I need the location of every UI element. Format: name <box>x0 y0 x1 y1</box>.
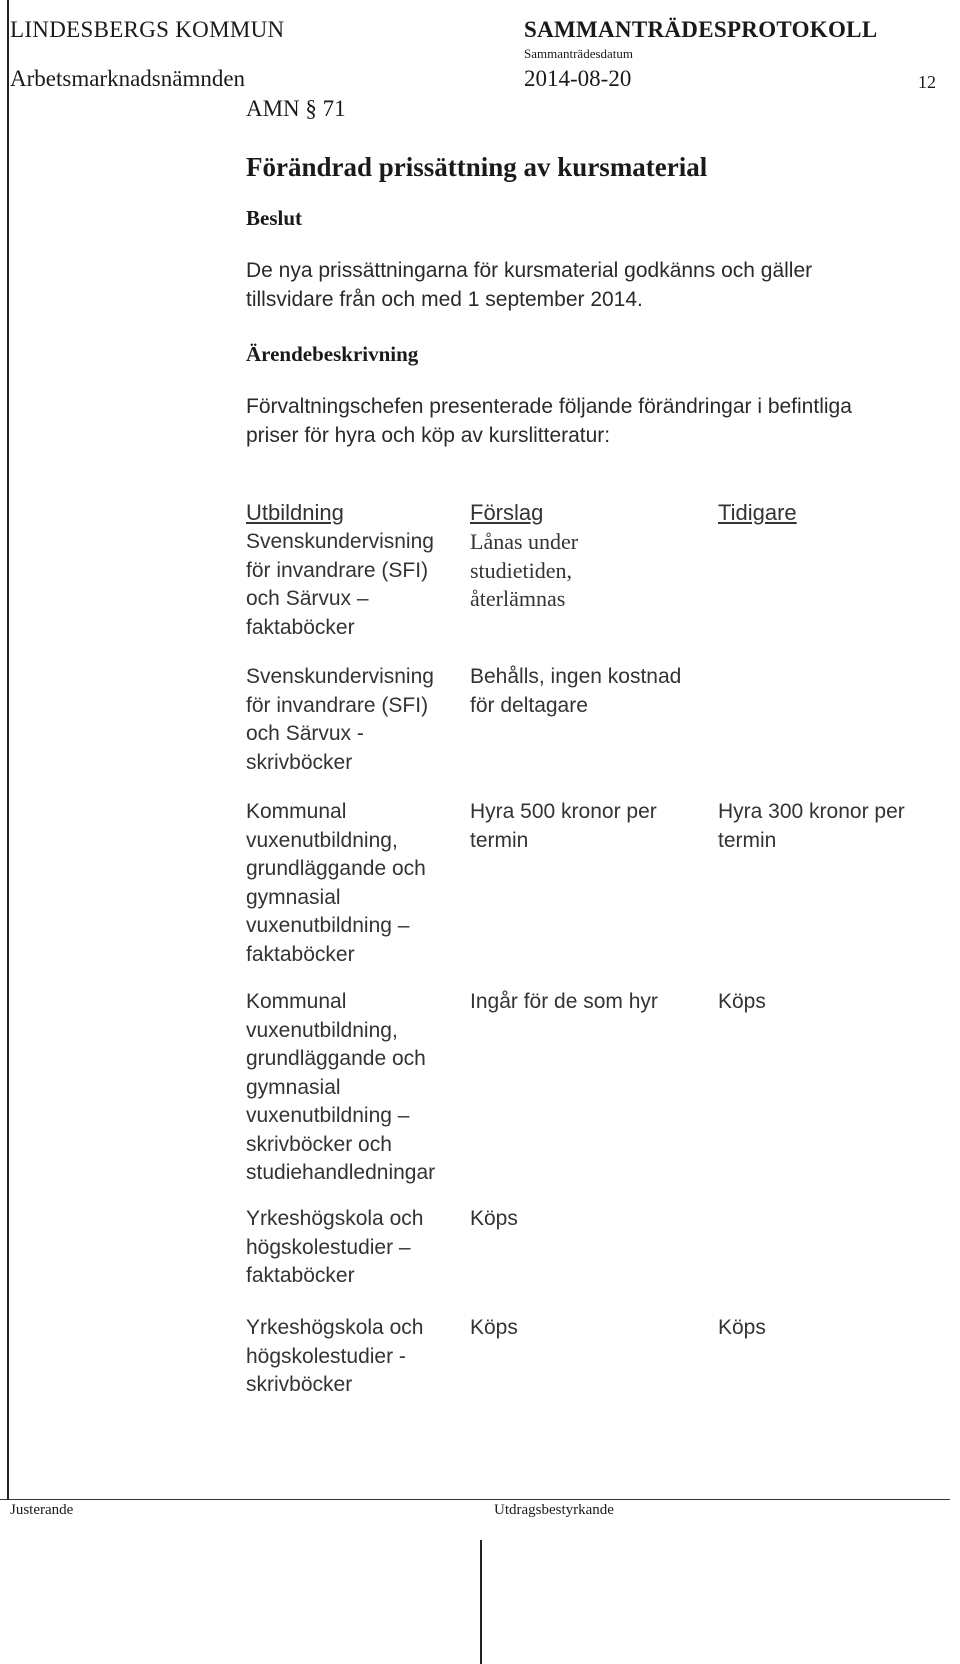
description-heading: Ärendebeskrivning <box>246 342 419 366</box>
table-cell-forslag: Ingår för de som hyr <box>470 990 658 1013</box>
table-cell-tidigare: Köps <box>718 1316 766 1339</box>
document-type: SAMMANTRÄDESPROTOKOLL <box>524 17 878 42</box>
signature-divider <box>480 1540 482 1664</box>
decision-paragraph: De nya prissättningarna för kursmaterial godkänns och gäller tillsvidare från och med 1 september 2014. <box>246 259 813 311</box>
table-cell-forslag: Lånas under studietiden, återlämnas <box>470 529 579 611</box>
table-cell-utbildning: Yrkeshögskola och högskolestudier – faktaböcker <box>246 1207 424 1287</box>
table-cell-utbildning: Kommunal vuxenutbildning, grundläggande och gymnasial vuxenutbildning – faktaböcker <box>246 800 426 966</box>
table-cell-utbildning: Kommunal vuxenutbildning, grundläggande och gymnasial vuxenutbildning – skrivböcker och studiehandledningar <box>246 990 436 1184</box>
table-cell-forslag: Köps <box>470 1207 518 1230</box>
page-number: 12 <box>918 72 936 92</box>
table-header-forslag: Förslag <box>470 500 544 525</box>
page-title: Förändrad prissättning av kursmaterial <box>246 152 708 182</box>
footer-justerande-label: Justerande <box>10 1502 74 1518</box>
table-header-tidigare: Tidigare <box>718 500 797 525</box>
table-header-utbildning: Utbildning <box>246 500 344 525</box>
meeting-date-label: Sammanträdesdatum <box>524 46 634 61</box>
table-cell-forslag: Hyra 500 kronor per termin <box>470 800 657 852</box>
board-name: Arbetsmarknadsnämnden <box>10 66 246 91</box>
description-text <box>246 392 876 450</box>
left-margin-rule <box>7 0 9 1500</box>
footer-divider <box>0 1499 950 1500</box>
description-paragraph: Förvaltningschefen presenterade följande förändringar i befintliga priser för hyra och köp av kurslitteratur: <box>246 395 852 447</box>
table-cell-tidigare: Köps <box>718 990 766 1013</box>
meeting-date: 2014-08-20 <box>524 66 632 91</box>
table-cell-forslag: Köps <box>470 1316 518 1339</box>
table-cell-utbildning: Yrkeshögskola och högskolestudier - skrivböcker <box>246 1316 424 1396</box>
decision-heading: Beslut <box>246 206 303 230</box>
table-cell-utbildning: Svenskundervisning för invandrare (SFI) och Särvux – faktaböcker <box>246 530 434 639</box>
paragraph-reference: AMN § 71 <box>246 96 346 121</box>
table-cell-utbildning: Svenskundervisning för invandrare (SFI) och Särvux - skrivböcker <box>246 665 434 774</box>
table-cell-forslag: Behålls, ingen kostnad för deltagare <box>470 665 682 717</box>
footer-utdrag-label: Utdragsbestyrkande <box>494 1502 614 1518</box>
decision-text <box>246 256 846 314</box>
municipality-name: LINDESBERGS KOMMUN <box>10 17 285 42</box>
table-cell-tidigare: Hyra 300 kronor per termin <box>718 800 905 852</box>
